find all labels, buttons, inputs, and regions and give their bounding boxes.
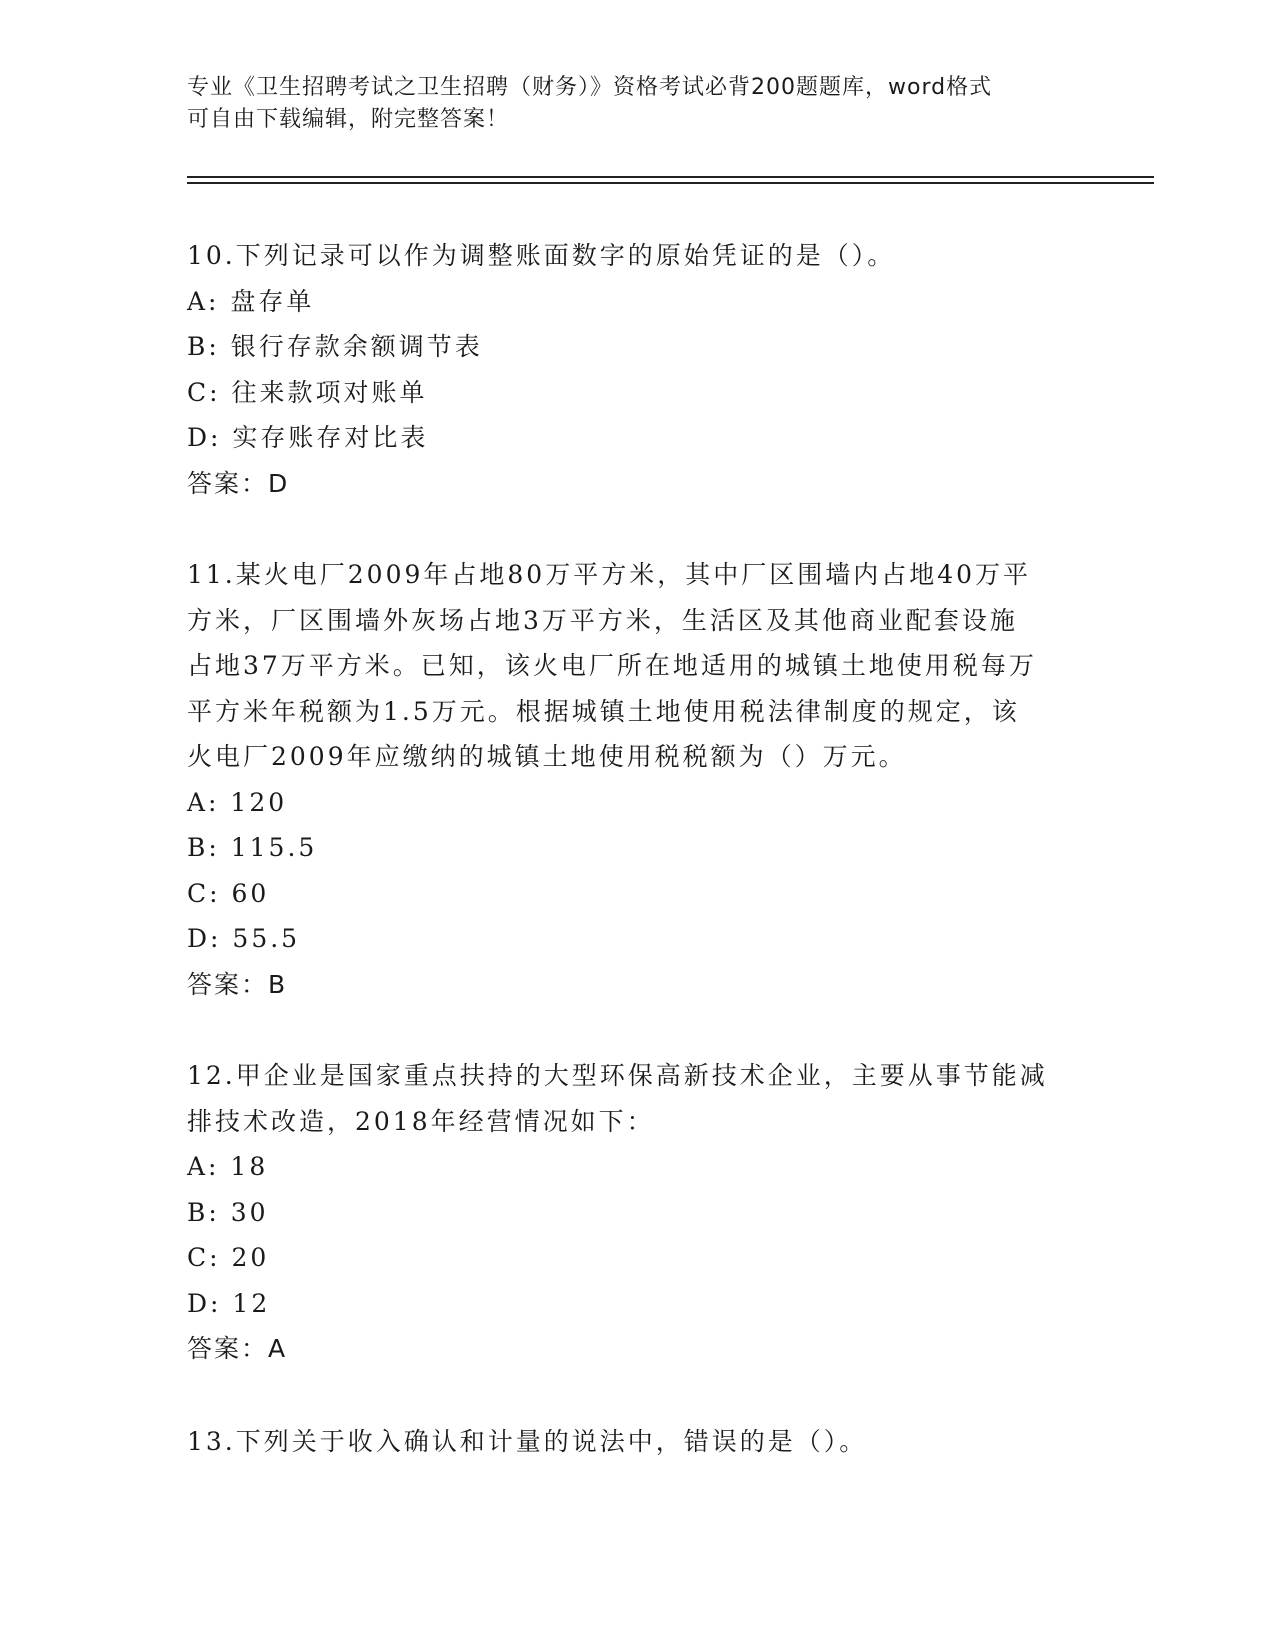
question-text: 占地37万平方米。已知，该火电厂所在地适用的城镇土地使用税每万 <box>187 651 1037 680</box>
option-b: B: 银行存款余额调节表 <box>187 332 483 361</box>
header-divider-bottom <box>187 182 1154 184</box>
question-text: 13.下列关于收入确认和计量的说法中，错误的是（）。 <box>187 1427 868 1456</box>
option-d: D: 55.5 <box>187 924 301 953</box>
header-divider-top <box>187 176 1154 178</box>
question-text: 10.下列记录可以作为调整账面数字的原始凭证的是（）。 <box>187 241 896 270</box>
option-c: C: 60 <box>187 878 270 908</box>
question-10 <box>187 233 1087 506</box>
question-text: 12.甲企业是国家重点扶持的大型环保高新技术企业，主要从事节能减 <box>187 1061 1048 1090</box>
option-d: D: 实存账存对比表 <box>187 423 429 452</box>
question-12 <box>187 1053 1087 1372</box>
option-c: C: 20 <box>187 1243 270 1272</box>
question-text: 方米，厂区围墙外灰场占地3万平方米，生活区及其他商业配套设施 <box>187 605 1018 635</box>
answer-label: 答案：D <box>187 468 290 498</box>
answer-label: 答案：B <box>187 969 288 999</box>
answer-label: 答案：A <box>187 1334 288 1363</box>
header-line-2: 可自由下载编辑，附完整答案！ <box>187 107 510 132</box>
question-text: 排技术改造，2018年经营情况如下： <box>187 1106 655 1136</box>
question-11 <box>187 552 1087 1007</box>
option-c: C: 往来款项对账单 <box>187 377 428 407</box>
option-a: A: 120 <box>187 787 288 817</box>
option-a: A: 盘存单 <box>187 286 315 316</box>
option-b: B: 30 <box>187 1197 269 1227</box>
question-text: 11.某火电厂2009年占地80万平方米，其中厂区围墙内占地40万平 <box>187 560 1032 589</box>
header-line-1: 专业《卫生招聘考试之卫生招聘（财务）》资格考试必背200题题库，word格式 <box>187 75 993 100</box>
document-header <box>187 72 1087 136</box>
question-13 <box>187 1419 1087 1465</box>
question-text: 平方米年税额为1.5万元。根据城镇土地使用税法律制度的规定，该 <box>187 696 1020 726</box>
option-d: D: 12 <box>187 1288 271 1318</box>
option-a: A: 18 <box>187 1152 269 1181</box>
option-b: B: 115.5 <box>187 833 318 862</box>
question-text: 火电厂2009年应缴纳的城镇土地使用税税额为（）万元。 <box>187 742 907 771</box>
